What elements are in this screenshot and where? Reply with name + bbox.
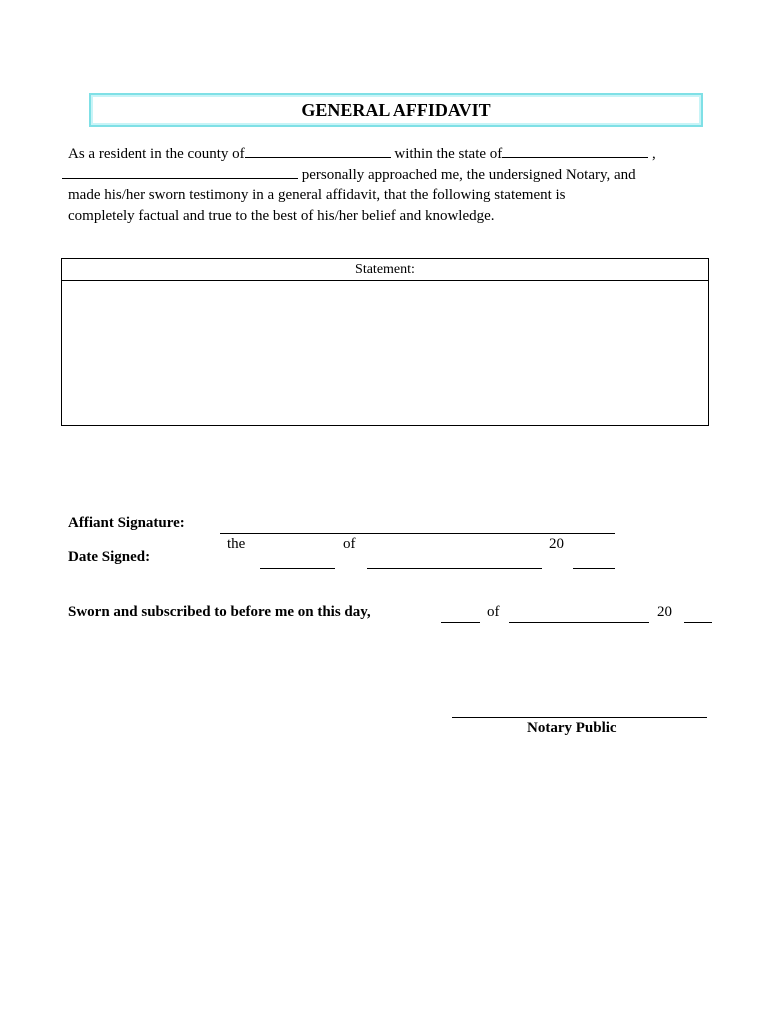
statement-header: Statement:	[62, 259, 708, 281]
affiant-signature-label: Affiant Signature:	[68, 515, 185, 531]
intro-county-label: As a resident in the county of	[68, 146, 245, 162]
intro-line-3: made his/her sworn testimony in a general affidavit, that the following statement is	[68, 187, 566, 203]
intro-comma: ,	[652, 146, 656, 162]
date-of-label: of	[343, 536, 356, 552]
date-year-field[interactable]	[573, 568, 615, 569]
statement-box	[61, 258, 709, 426]
sworn-day-field[interactable]	[441, 622, 480, 623]
sworn-year-prefix: 20	[657, 604, 672, 620]
sworn-text: Sworn and subscribed to before me on this day,	[68, 604, 371, 620]
resident-name-field[interactable]	[62, 164, 298, 179]
sworn-of-label: of	[487, 604, 500, 620]
notary-public-label: Notary Public	[527, 720, 617, 736]
notary-signature-line[interactable]	[452, 717, 707, 718]
date-year-prefix: 20	[549, 536, 564, 552]
intro-line-4: completely factual and true to the best of his/her belief and knowledge.	[68, 208, 495, 224]
county-field[interactable]	[245, 143, 391, 158]
date-day-field[interactable]	[260, 568, 335, 569]
affiant-signature-line[interactable]	[220, 533, 615, 534]
sworn-month-field[interactable]	[509, 622, 649, 623]
title-text: GENERAL AFFIDAVIT	[301, 99, 491, 120]
statement-body-field[interactable]	[62, 281, 708, 425]
intro-line-1	[68, 143, 656, 165]
document-title	[89, 93, 703, 127]
date-signed-label: Date Signed:	[68, 549, 151, 565]
intro-state-label: within the state of	[394, 146, 503, 162]
intro-line-2-text: personally approached me, the undersigned Notary, and	[301, 167, 636, 183]
date-the-label: the	[227, 536, 246, 552]
sworn-year-field[interactable]	[684, 622, 712, 623]
date-month-field[interactable]	[367, 568, 542, 569]
state-field[interactable]	[502, 143, 648, 158]
intro-line-2	[62, 164, 636, 186]
